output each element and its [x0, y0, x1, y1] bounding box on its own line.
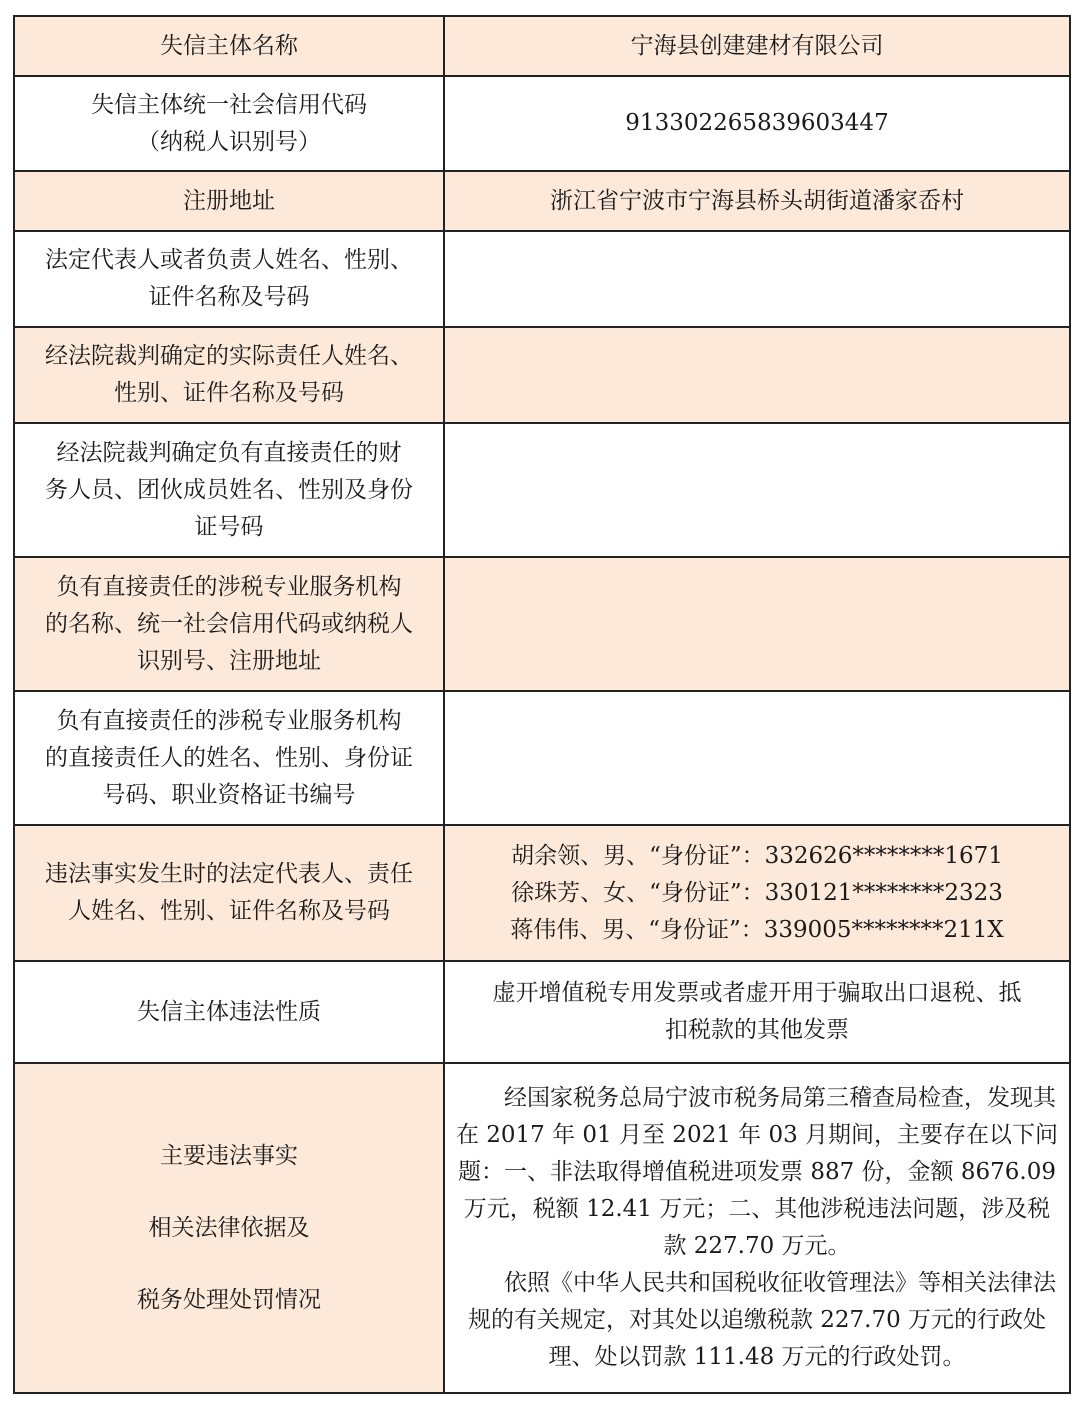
row-value-agency-responsible	[444, 691, 1070, 825]
row-label-finance-staff: 经法院裁判确定负有直接责任的财 务人员、团伙成员姓名、性别及身份 证号码	[14, 423, 444, 557]
table-row	[14, 423, 1070, 557]
row-label-violation-nature: 失信主体违法性质	[14, 961, 444, 1063]
row-value-actual-responsible	[444, 327, 1070, 423]
row-value-address: 浙江省宁波市宁海县桥头胡街道潘家岙村	[444, 171, 1070, 231]
row-label-legal-rep: 法定代表人或者负责人姓名、性别、 证件名称及号码	[14, 231, 444, 327]
credit-info-table	[13, 15, 1071, 1394]
row-value-persons-at-violation: 胡余领、男、“身份证”：332626********1671 徐珠芳、女、“身份证”：330121********2323 蒋伟伟、男、“身份证”：339005********211X	[444, 825, 1070, 961]
row-value-facts	[444, 1063, 1070, 1393]
row-label-facts: 主要违法事实 相关法律依据及 税务处理处罚情况	[14, 1063, 444, 1393]
table-row	[14, 1063, 1070, 1393]
row-value-service-agency	[444, 557, 1070, 691]
facts-paragraph: 依照《中华人民共和国税收征收管理法》等相关法律法规的有关规定，对其处以追缴税款 227.70 万元的行政处理、处以罚款 111.48 万元的行政处罚。	[467, 1270, 1056, 1370]
row-label-entity-name: 失信主体名称	[14, 16, 444, 76]
row-label-actual-responsible: 经法院裁判确定的实际责任人姓名、 性别、证件名称及号码	[14, 327, 444, 423]
row-label-address: 注册地址	[14, 171, 444, 231]
row-value-legal-rep	[444, 231, 1070, 327]
table-row	[14, 231, 1070, 327]
table-row	[14, 76, 1070, 171]
row-value-finance-staff	[444, 423, 1070, 557]
row-value-credit-code: 91330226583960344​7	[444, 76, 1070, 171]
row-value-entity-name: 宁海县创建建材有限公司	[444, 16, 1070, 76]
table-row	[14, 327, 1070, 423]
table-row	[14, 691, 1070, 825]
facts-paragraph: 经国家税务总局宁波市税务局第三稽查局检查，发现其在 2017 年 01 月至 2021 年 03 月期间，主要存在以下问题：一、非法取得增值税进项发票 887 份，金额 8676.09 万元，税额 12.41 万元；二、其他涉税违法问题，涉及税款 227.70 万元。	[455, 1085, 1059, 1259]
row-value-violation-nature: 虚开增值税专用发票或者虚开用于骗取出口退税、抵 扣税款的其他发票	[444, 961, 1070, 1063]
table-row	[14, 825, 1070, 961]
table-row	[14, 557, 1070, 691]
table-row	[14, 16, 1070, 76]
row-label-credit-code: 失信主体统一社会信用代码 （纳税人识别号）	[14, 76, 444, 171]
table-row	[14, 961, 1070, 1063]
row-label-agency-responsible: 负有直接责任的涉税专业服务机构 的直接责任人的姓名、性别、身份证 号码、职业资格证书编号	[14, 691, 444, 825]
row-label-service-agency: 负有直接责任的涉税专业服务机构 的名称、统一社会信用代码或纳税人 识别号、注册地址	[14, 557, 444, 691]
table-row	[14, 171, 1070, 231]
row-label-persons-at-violation: 违法事实发生时的法定代表人、责任 人姓名、性别、证件名称及号码	[14, 825, 444, 961]
